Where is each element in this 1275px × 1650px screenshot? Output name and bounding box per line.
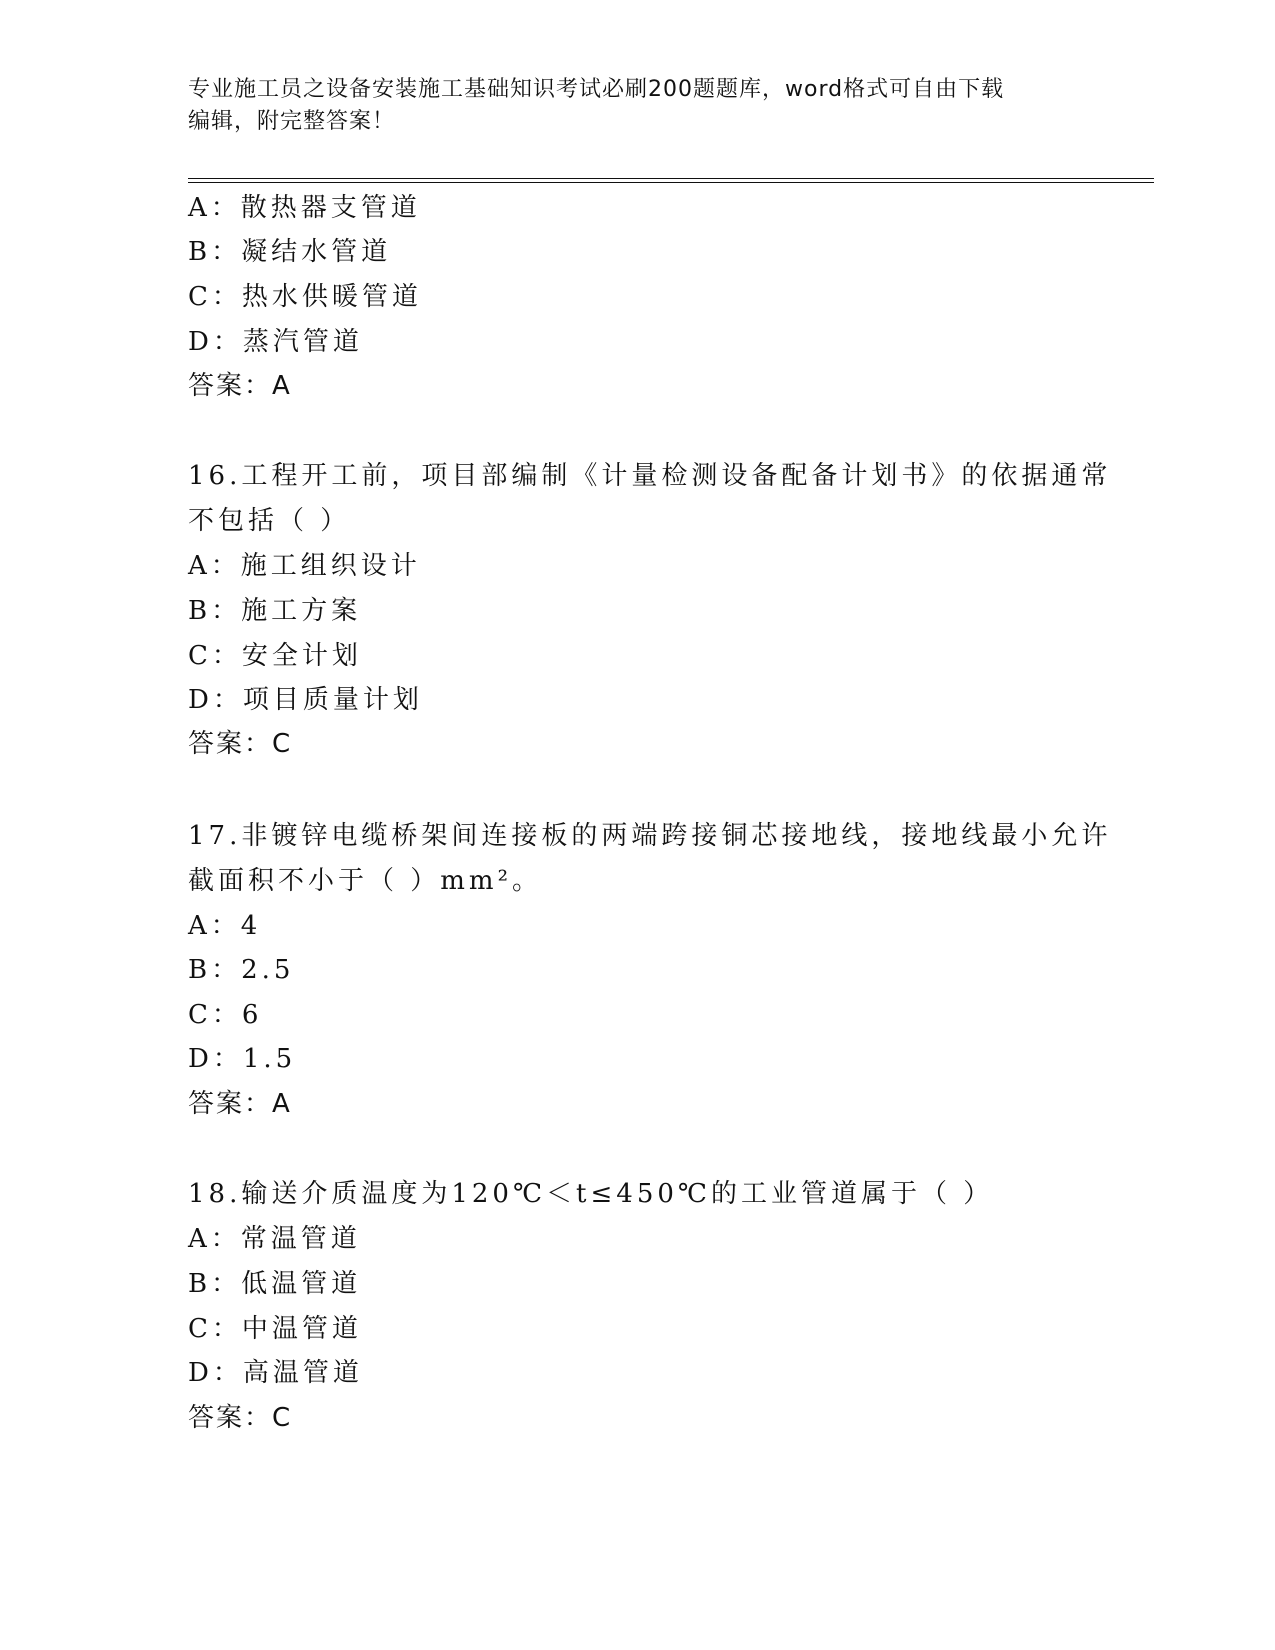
q17-option-d: D：1.5 bbox=[188, 1044, 297, 1074]
q15-answer: 答案：A bbox=[188, 371, 292, 401]
q15-option-d: D：蒸汽管道 bbox=[188, 327, 363, 357]
q16-stem-line-2: 不包括（ ） bbox=[188, 506, 351, 536]
q17-stem-line-2: 截面积不小于（ ）mm²。 bbox=[188, 866, 542, 896]
q17-stem-line-1: 17.非镀锌电缆桥架间连接板的两端跨接铜芯接地线，接地线最小允许 bbox=[188, 821, 1112, 851]
q15-option-b: B：凝结水管道 bbox=[188, 237, 392, 267]
q16-answer: 答案：C bbox=[188, 729, 293, 759]
q16-option-b: B：施工方案 bbox=[188, 596, 362, 626]
q18-option-a: A：常温管道 bbox=[188, 1224, 361, 1254]
q18-stem-line-1: 18.输送介质温度为120℃＜t≤450℃的工业管道属于（ ） bbox=[188, 1179, 994, 1209]
q17-option-a: A：4 bbox=[188, 911, 262, 941]
q17-option-b: B：2.5 bbox=[188, 955, 295, 985]
document-header bbox=[188, 74, 1088, 138]
header-divider-top bbox=[188, 178, 1154, 179]
q16-option-d: D：项目质量计划 bbox=[188, 685, 423, 715]
header-divider-bottom bbox=[188, 182, 1154, 183]
q18-option-b: B：低温管道 bbox=[188, 1269, 362, 1299]
q16-option-a: A：施工组织设计 bbox=[188, 551, 421, 581]
q15-option-a: A：散热器支管道 bbox=[188, 193, 421, 223]
q18-answer: 答案：C bbox=[188, 1403, 293, 1433]
q15-option-c: C：热水供暖管道 bbox=[188, 282, 422, 312]
header-line-2: 编辑，附完整答案！ bbox=[188, 109, 396, 134]
q17-answer: 答案：A bbox=[188, 1089, 292, 1119]
q16-option-c: C：安全计划 bbox=[188, 641, 362, 671]
q18-option-c: C：中温管道 bbox=[188, 1314, 362, 1344]
q18-option-d: D：高温管道 bbox=[188, 1358, 363, 1388]
q16-stem-line-1: 16.工程开工前，项目部编制《计量检测设备配备计划书》的依据通常 bbox=[188, 461, 1112, 491]
header-line-1: 专业施工员之设备安装施工基础知识考试必刷200题题库，word格式可自由下载 bbox=[188, 77, 1005, 102]
q17-option-c: C：6 bbox=[188, 1000, 263, 1030]
